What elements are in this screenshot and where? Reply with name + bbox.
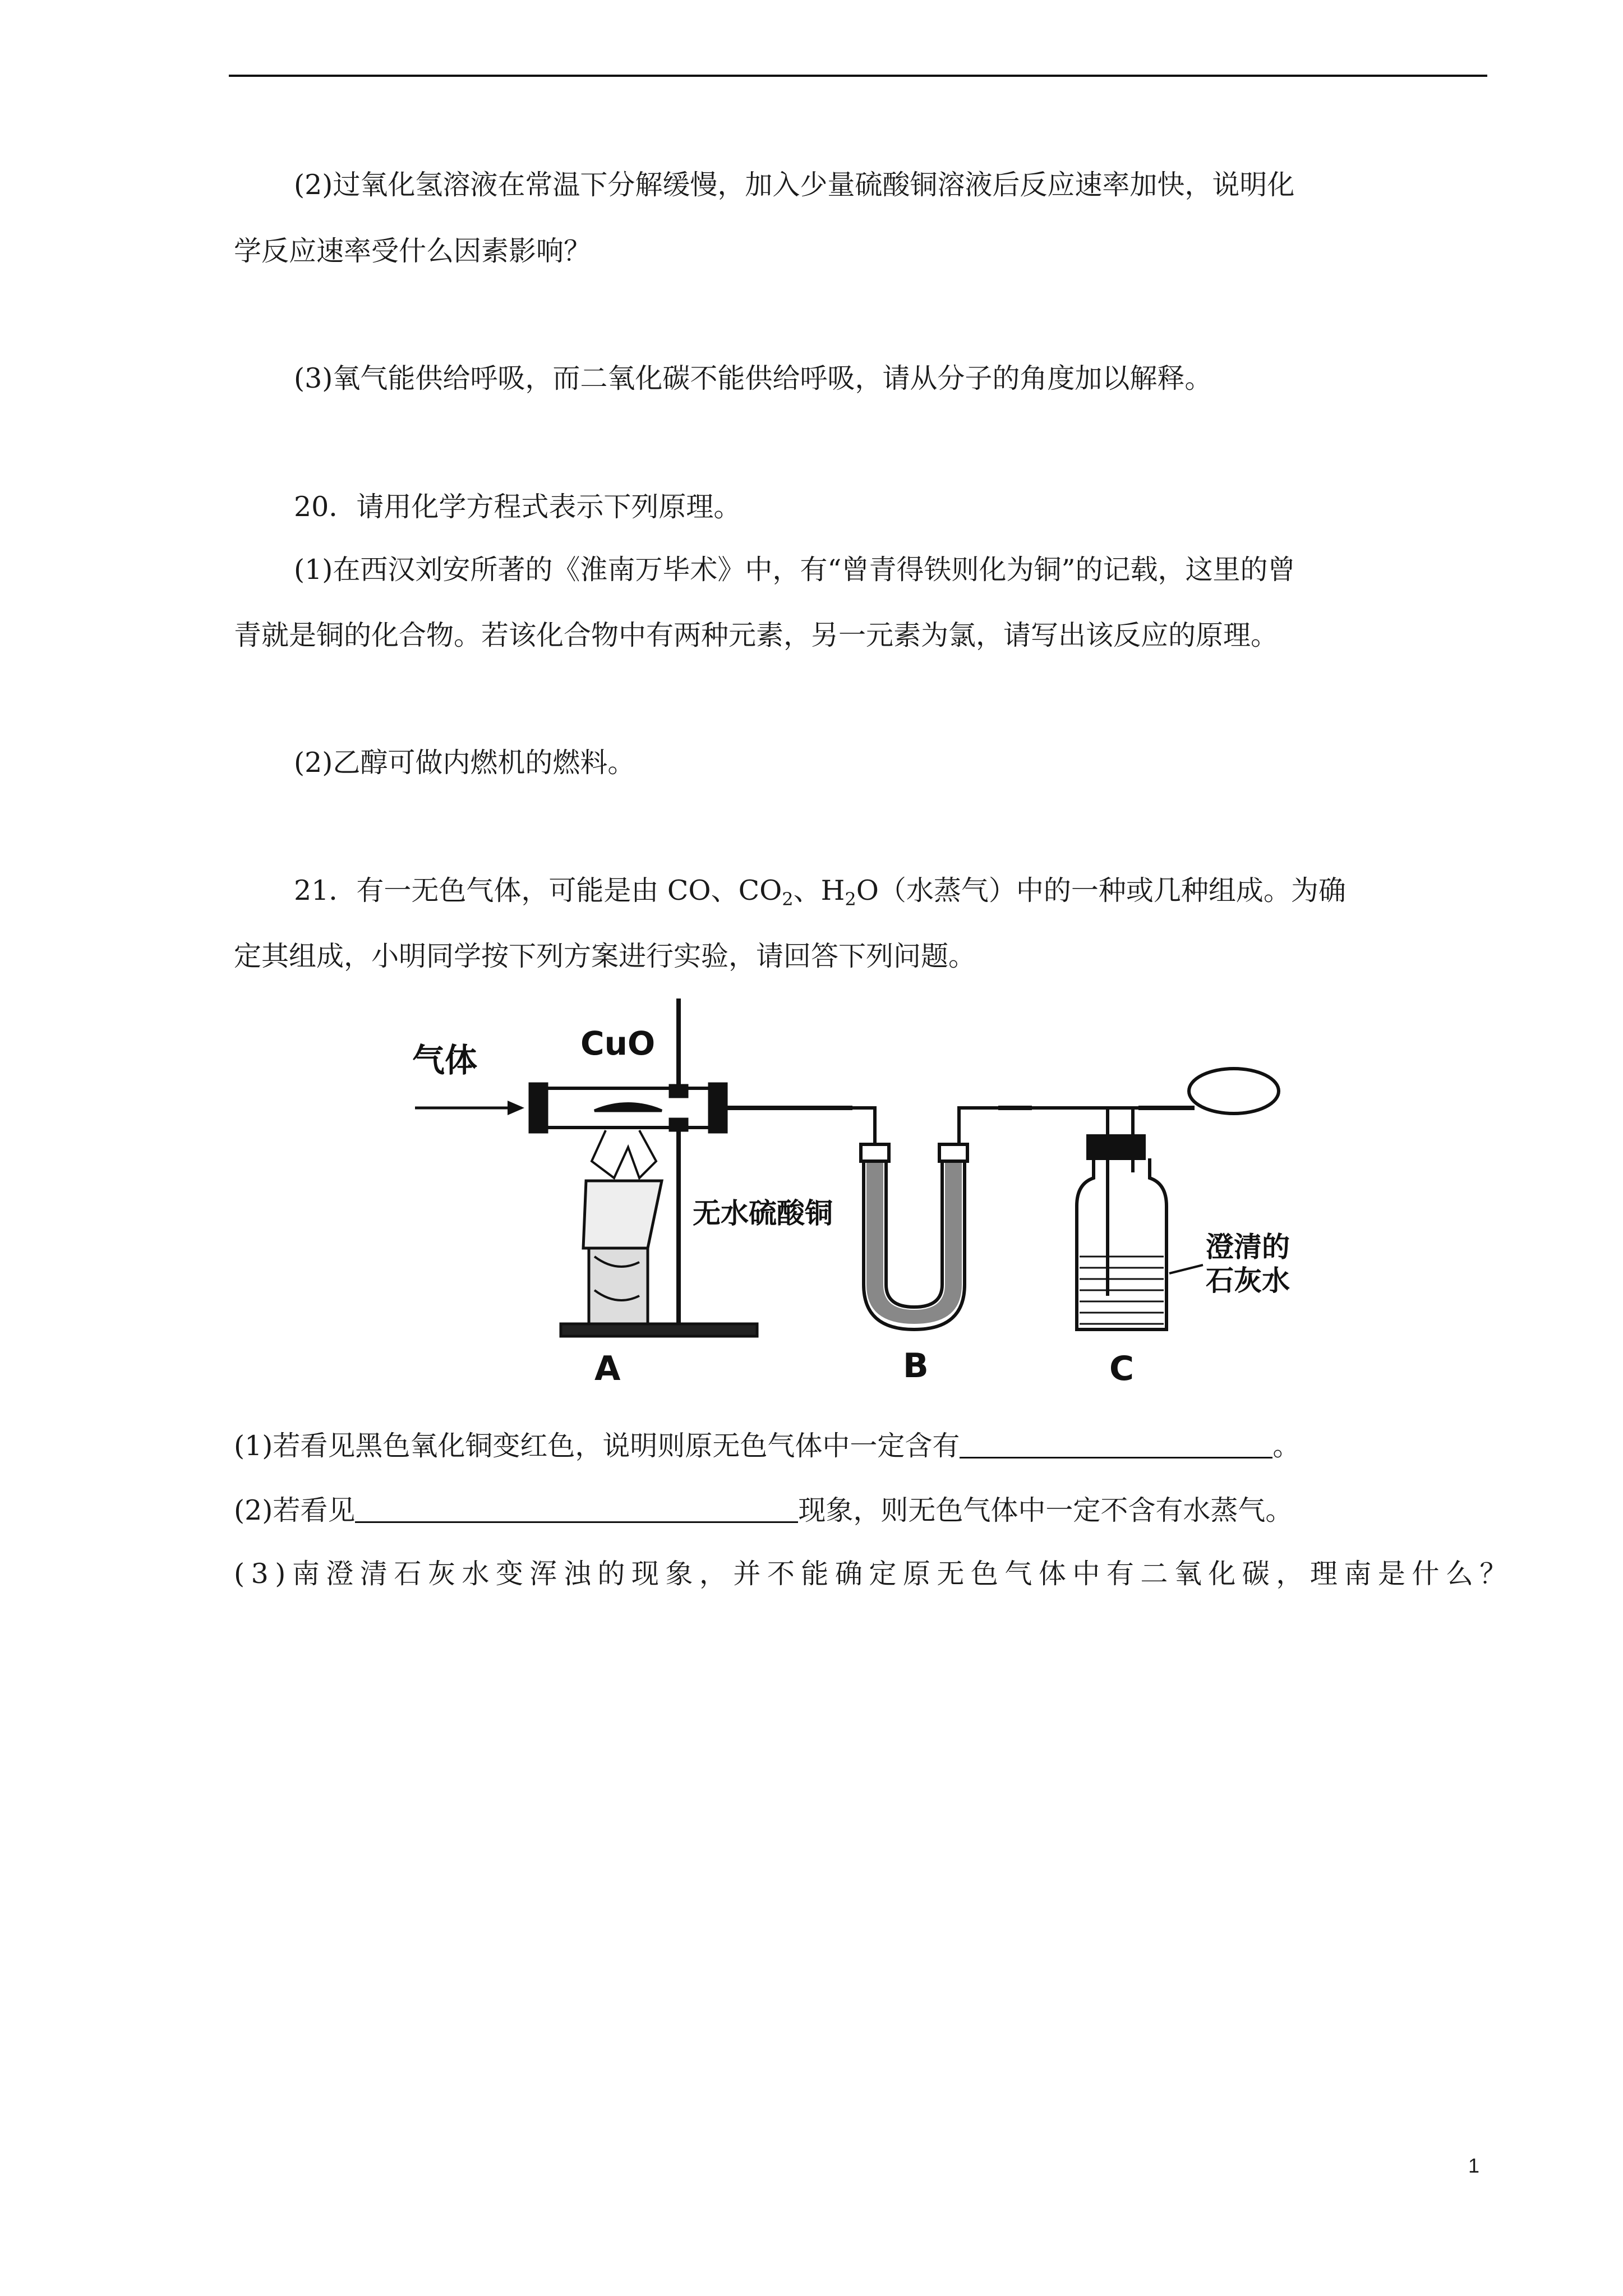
q21-part2-end: 现象，则无色气体中一定不含有水蒸气。 <box>798 1494 1293 1526</box>
apparatus-b <box>819 1108 998 1329</box>
subscript: 2 <box>845 889 856 910</box>
q21-intro-line1 <box>294 874 1346 916</box>
cuso4-label: 无水硫酸铜 <box>693 1197 833 1230</box>
answer-blank-2[interactable] <box>355 1494 798 1523</box>
label-c: C <box>1109 1349 1135 1388</box>
q21-part1 <box>234 1429 1300 1463</box>
cuo-label: CuO <box>580 1024 656 1062</box>
q21-intro-text-a: 21．有一无色气体，可能是由 CO、CO <box>294 875 782 907</box>
header-rule <box>229 75 1487 77</box>
q20-part1-line2: 青就是铜的化合物。若该化合物中有两种元素，另一元素为氯，请写出该反应的原理。 <box>234 619 1279 651</box>
experiment-apparatus-diagram <box>393 993 1357 1397</box>
q21-part1-end: 。 <box>1272 1430 1301 1462</box>
q19-part2-line1: (2)过氧化氢溶液在常温下分解缓慢，加入少量硫酸铜溶液后反应速率加快，说明化 <box>294 169 1295 201</box>
q21-part2 <box>234 1494 1293 1527</box>
limewater-label-line1: 澄清的 <box>1206 1231 1290 1263</box>
q20-title: 20．请用化学方程式表示下列原理。 <box>294 491 741 523</box>
q20-part1-line1: (1)在西汉刘安所著的《淮南万毕术》中，有“曾青得铁则化为铜”的记载，这里的曾 <box>294 554 1295 586</box>
gas-label: 气体 <box>412 1041 478 1079</box>
limewater-label-line2: 石灰水 <box>1206 1264 1290 1297</box>
q21-part2-text: (2)若看见 <box>234 1494 356 1526</box>
page-number: 1 <box>1468 2154 1480 2177</box>
q21-part1-text: (1)若看见黑色氧化铜变红色，说明则原无色气体中一定含有 <box>234 1430 960 1462</box>
gas-inlet-arrow <box>415 1101 524 1115</box>
q21-intro-text-b: 、H <box>793 875 845 907</box>
answer-blank-1[interactable] <box>960 1430 1272 1458</box>
q21-intro-line2: 定其组成，小明同学按下列方案进行实验，请回答下列问题。 <box>234 940 976 972</box>
q19-part2-line2: 学反应速率受什么因素影响？ <box>234 235 592 267</box>
label-a: A <box>594 1349 621 1388</box>
q19-part3-line1: (3)氧气能供给呼吸，而二氧化碳不能供给呼吸，请从分子的角度加以解释。 <box>294 362 1212 394</box>
label-b: B <box>903 1346 929 1386</box>
subscript: 2 <box>782 889 794 910</box>
q20-part2-line1: (2)乙醇可做内燃机的燃料。 <box>294 747 635 779</box>
q21-intro-text-c: O（水蒸气）中的一种或几种组成。为确 <box>856 875 1346 907</box>
apparatus-a <box>530 999 819 1336</box>
q21-part3: (3)南澄清石灰水变浑浊的现象，并不能确定原无色气体中有二氧化碳，理南是什么？ <box>234 1558 1514 1590</box>
